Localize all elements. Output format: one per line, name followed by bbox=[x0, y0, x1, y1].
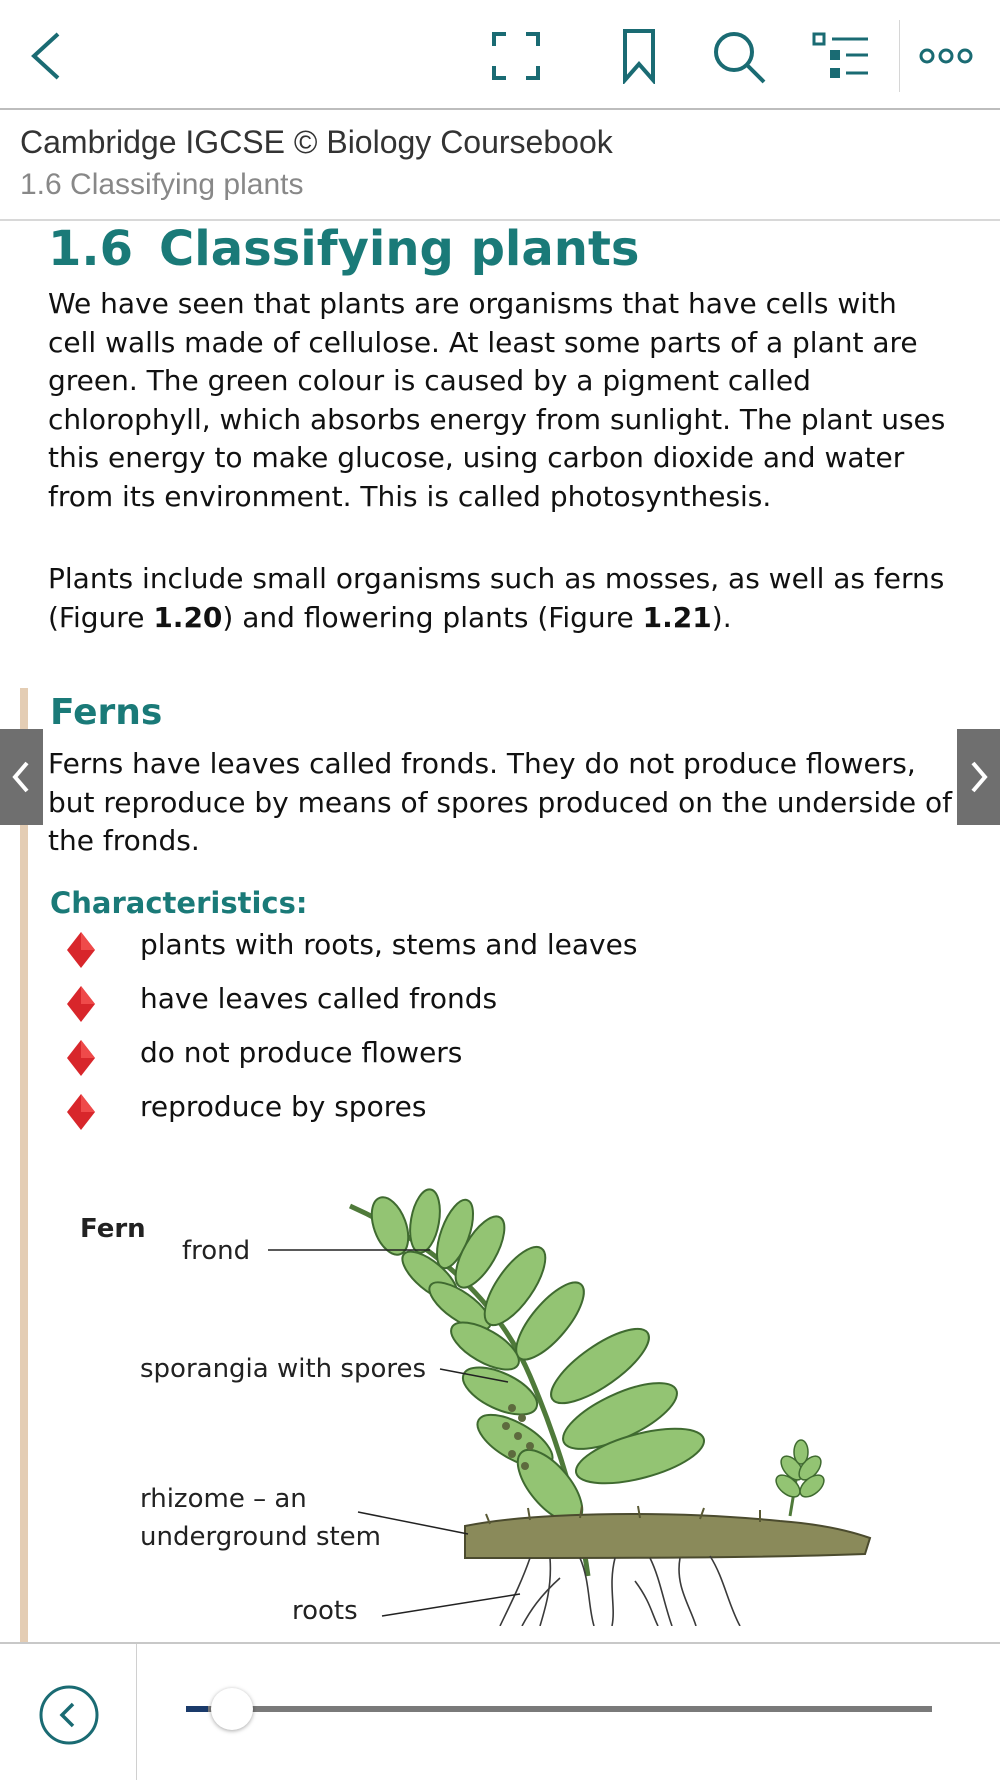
back-icon[interactable] bbox=[26, 28, 66, 84]
label-frond: frond bbox=[182, 1236, 251, 1266]
paragraph-text: ). bbox=[711, 600, 732, 634]
characteristics-heading: Characteristics: bbox=[50, 886, 308, 920]
chevron-left-icon bbox=[0, 729, 43, 825]
bottom-bar bbox=[0, 1642, 1000, 1780]
intro-paragraph: We have seen that plants are organisms that have cells with cell walls made of cellulose. At least some parts of a plant are green. The green colour is caused by a pigment called chlorophyll, which absorbs energy from sunlight. The plant uses this energy to make glucose, using carbon dioxide and water from its environment. This is called photosynthesis. bbox=[48, 287, 946, 513]
page-heading bbox=[48, 221, 639, 277]
ferns-section bbox=[20, 688, 980, 1642]
fullscreen-icon[interactable] bbox=[492, 32, 540, 80]
page-slider-progress bbox=[186, 1706, 208, 1712]
toolbar-divider bbox=[899, 20, 900, 92]
ferns-paragraph: Ferns have leaves called fronds. They do not produce flowers, but reproduce by means of spores produced on the underside of the fronds. bbox=[48, 747, 952, 858]
ferns-heading: Ferns bbox=[50, 692, 163, 733]
book-header bbox=[0, 110, 1000, 221]
chevron-left-circle-icon bbox=[38, 1684, 100, 1746]
fern-figure bbox=[60, 1186, 940, 1626]
label-roots: roots bbox=[292, 1596, 358, 1626]
chevron-right-icon bbox=[957, 729, 1000, 825]
bottom-divider bbox=[136, 1644, 137, 1780]
label-sporangia: sporangia with spores bbox=[140, 1354, 427, 1384]
red-diamond-bullet-icon bbox=[66, 931, 96, 969]
page-content bbox=[0, 221, 1000, 1642]
heading-number: 1.6 bbox=[48, 221, 134, 277]
bookmark-icon[interactable] bbox=[622, 28, 656, 84]
top-toolbar bbox=[0, 0, 1000, 110]
characteristic-text: do not produce flowers bbox=[140, 1036, 463, 1069]
characteristic-text: have leaves called fronds bbox=[140, 982, 498, 1015]
red-diamond-bullet-icon bbox=[66, 1039, 96, 1077]
toc-icon[interactable] bbox=[812, 32, 870, 82]
figure-ref-link[interactable]: 1.21 bbox=[642, 600, 712, 634]
page-slider-handle[interactable] bbox=[211, 1688, 253, 1730]
label-rhizome: rhizome – an bbox=[140, 1484, 307, 1514]
red-diamond-bullet-icon bbox=[66, 1093, 96, 1131]
figure-title: Fern bbox=[80, 1214, 146, 1244]
figure-ref-link[interactable]: 1.20 bbox=[153, 600, 223, 634]
characteristic-text: plants with roots, stems and leaves bbox=[140, 928, 638, 961]
book-title: Cambridge IGCSE © Biology Coursebook bbox=[20, 124, 613, 160]
back-circle-button[interactable] bbox=[38, 1684, 100, 1746]
section-sidebar-bar bbox=[20, 688, 28, 1642]
plants-paragraph bbox=[48, 560, 948, 637]
page-slider-track[interactable] bbox=[186, 1706, 932, 1712]
paragraph-text: Plants include small organisms such as mosses, as well as ferns (Figure bbox=[48, 562, 945, 634]
characteristic-text: reproduce by spores bbox=[140, 1090, 427, 1123]
previous-page-button[interactable] bbox=[0, 729, 43, 825]
paragraph-text: ) and flowering plants (Figure bbox=[222, 600, 643, 634]
label-rhizome: underground stem bbox=[140, 1522, 382, 1552]
section-title: 1.6 Classifying plants bbox=[20, 168, 304, 201]
red-diamond-bullet-icon bbox=[66, 985, 96, 1023]
next-page-button[interactable] bbox=[957, 729, 1000, 825]
more-icon[interactable] bbox=[918, 46, 974, 66]
heading-title: Classifying plants bbox=[159, 221, 640, 277]
search-icon[interactable] bbox=[712, 30, 768, 86]
